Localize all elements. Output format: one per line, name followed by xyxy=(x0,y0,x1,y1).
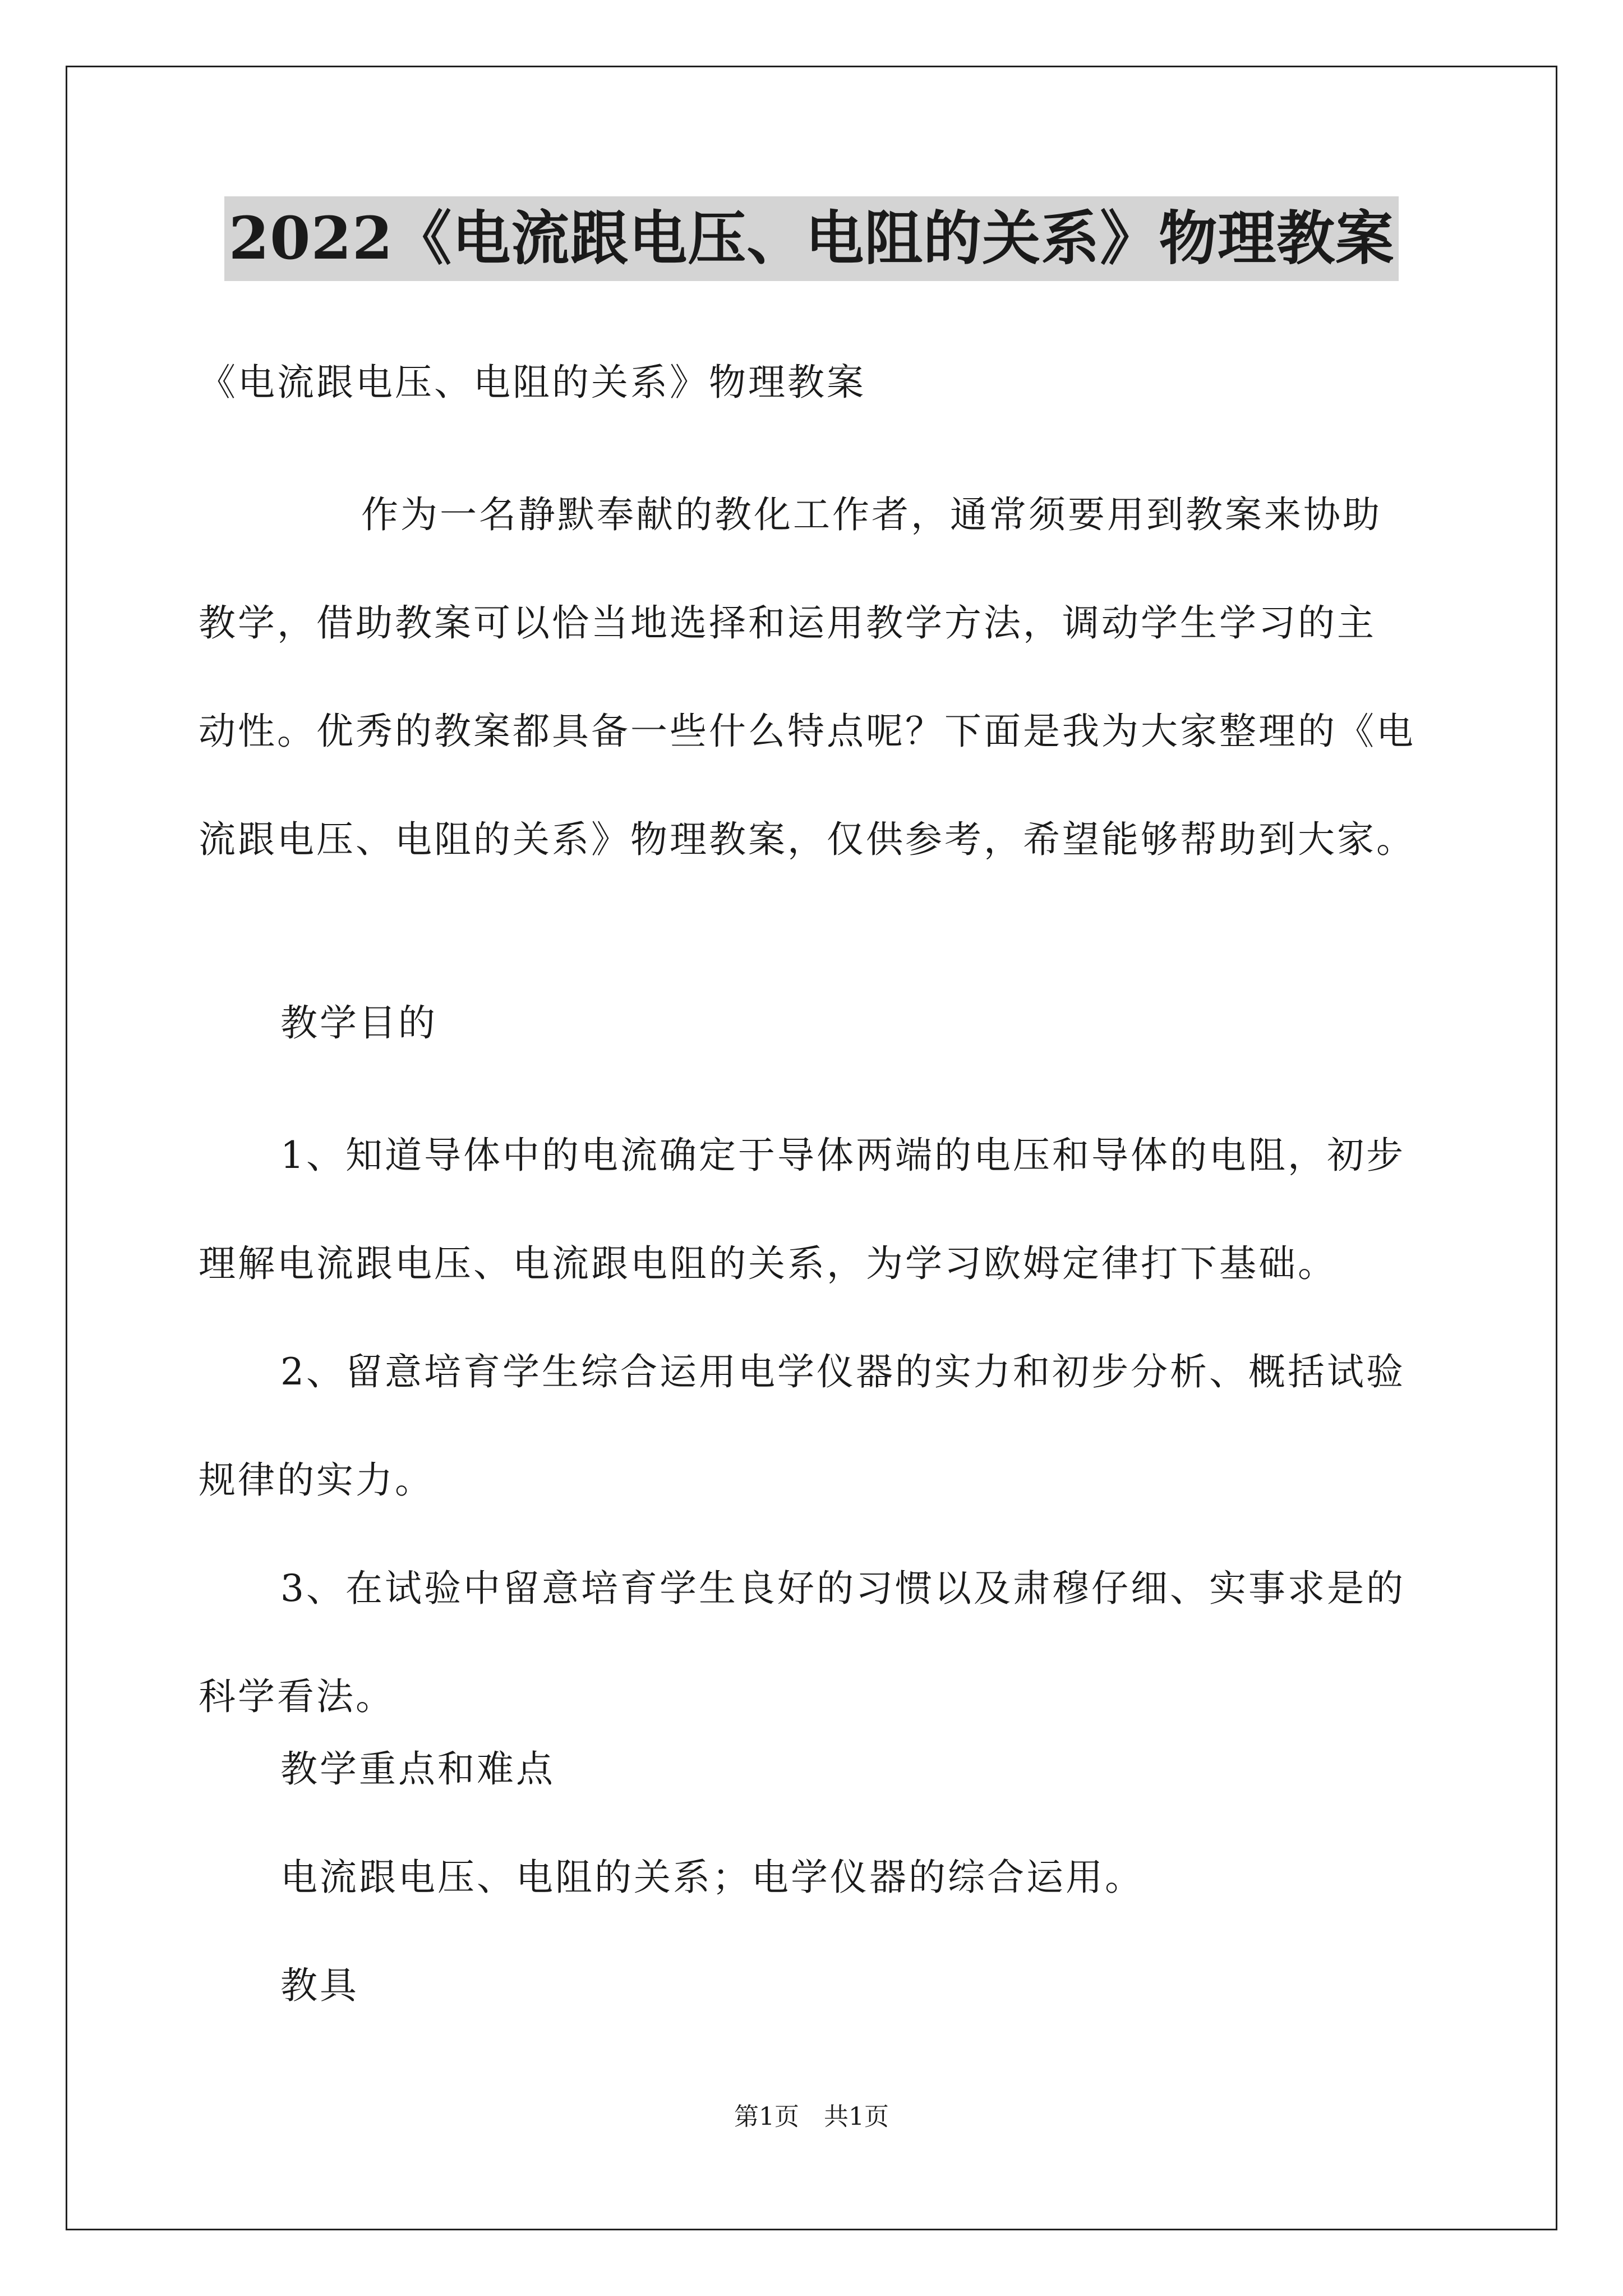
intro-line: 动性。优秀的教案都具备一些什么特点呢？下面是我为大家整理的《电 xyxy=(199,710,1415,753)
objective-line: 2、留意培育学生综合运用电学仪器的实力和初步分析、概括试验 xyxy=(280,1350,1405,1393)
title-container xyxy=(0,196,1623,281)
objective-line: 1、知道导体中的电流确定于导体两端的电压和导体的电阻，初步 xyxy=(280,1134,1405,1177)
objective-1 xyxy=(199,1101,1455,1318)
objective-line: 科学看法。 xyxy=(199,1675,395,1718)
objective-2 xyxy=(199,1318,1455,1534)
intro-line: 流跟电压、电阻的关系》物理教案，仅供参考，希望能够帮助到大家。 xyxy=(199,818,1415,861)
objective-line: 3、在试验中留意培育学生良好的习惯以及肃穆仔细、实事求是的 xyxy=(280,1567,1405,1610)
intro-line: 教学，借助教案可以恰当地选择和运用教学方法，调动学生学习的主 xyxy=(199,601,1376,645)
document-title: 2022《电流跟电压、电阻的关系》物理教案 xyxy=(224,196,1399,281)
keypoints-text: 电流跟电压、电阻的关系；电学仪器的综合运用。 xyxy=(280,1856,1144,1899)
keypoints-heading: 教学重点和难点 xyxy=(280,1747,555,1791)
objective-line: 理解电流跟电压、电流跟电阻的关系，为学习欧姆定律打下基础。 xyxy=(199,1242,1337,1285)
intro-line: 作为一名静默奉献的教化工作者，通常须要用到教案来协助 xyxy=(361,493,1382,536)
objective-line: 规律的实力。 xyxy=(199,1458,434,1502)
subtitle: 《电流跟电压、电阻的关系》物理教案 xyxy=(199,361,866,404)
tools-heading: 教具 xyxy=(280,1964,359,2007)
objective-heading: 教学目的 xyxy=(280,1001,437,1045)
intro-paragraph xyxy=(199,461,1455,894)
page-footer: 第1页 共1页 xyxy=(734,2102,889,2131)
objective-3 xyxy=(199,1534,1455,1751)
